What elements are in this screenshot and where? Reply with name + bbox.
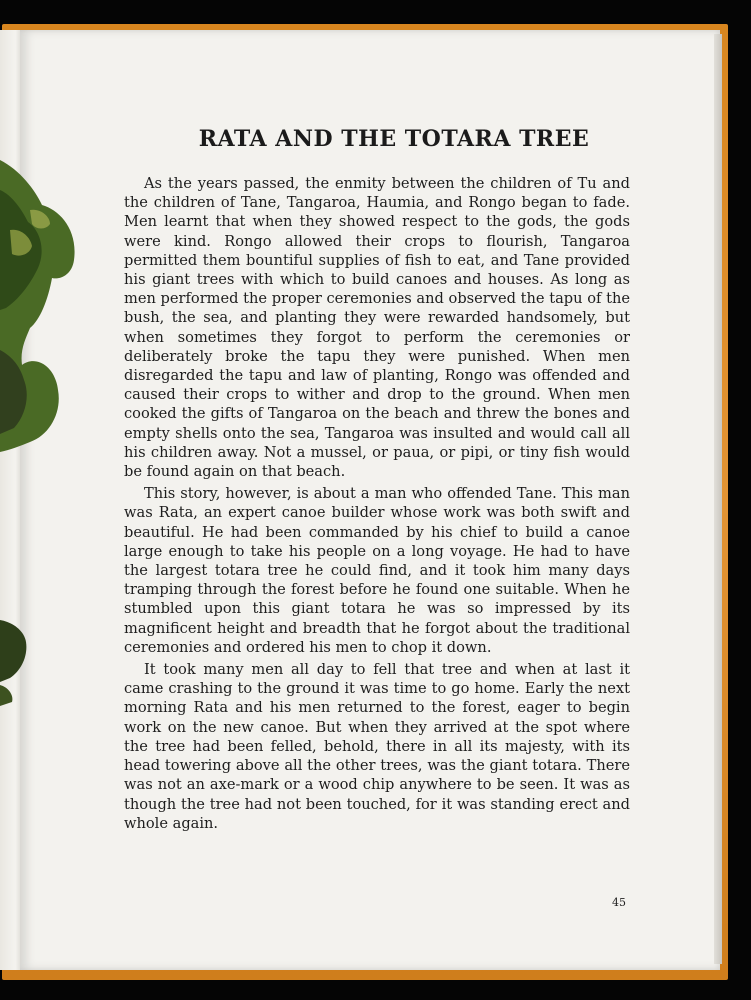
paragraph: It took many men all day to fell that tree and when at last it came crashing to the ground it was time to go home. Early the next morning Rata and his men returned to the forest, eager to begin work on the new canoe. But when they arrived at the spot where the tree had been felled, behold, there in all its majesty, with its head towering above all the other trees, was the giant totara. There was not an axe-mark or a wood chip anywhere to be seen. It was as though the tree had not been touched, for it was standing erect and whole again. xyxy=(124,661,630,832)
story-body xyxy=(124,174,630,836)
chapter-title: RATA AND THE TOTARA TREE xyxy=(198,126,590,152)
paragraph: As the years passed, the enmity between the children of Tu and the children of Tane, Tangaroa, Haumia, and Rongo began to fade. Men learnt that when they showed respect to the gods, the gods were kind. Rongo allowed their crops to flourish, Tangaroa permitted them bountiful supplies of fish to eat, and Tane provided his giant trees with which to build canoes and houses. As long as men performed the proper ceremonies and observed the tapu of the bush, the sea, and planting they were rewarded handsomely, but when sometimes they forgot to perform the ceremonies or deliberately broke the tapu they were punished. When men disregarded the tapu and law of planting, Rongo was offended and caused their crops to wither and drop to the ground. When men cooked the gifts of Tangaroa on the beach and threw the bones and empty shells onto the sea, Tangaroa was insulted and would call all his children away. Not a mussel, or paua, or pipi, or tiny fish would be found again on that beach. xyxy=(124,175,630,481)
page-number: 45 xyxy=(612,896,626,909)
page-stack-edge xyxy=(714,34,722,964)
paragraph: This story, however, is about a man who offended Tane. This man was Rata, an expert canoe builder whose work was both swift and beautiful. He had been commanded by his chief to build a canoe large enough to take his people on a long voyage. He had to have the largest totara tree he could find, and it took him many days tramping through the forest before he found one suitable. When he stumbled upon this giant totara he was so impressed by its magnificent height and breadth that he forgot about the traditional ceremonies and ordered his men to chop it down. xyxy=(124,485,630,656)
facing-page-edge xyxy=(0,30,22,970)
